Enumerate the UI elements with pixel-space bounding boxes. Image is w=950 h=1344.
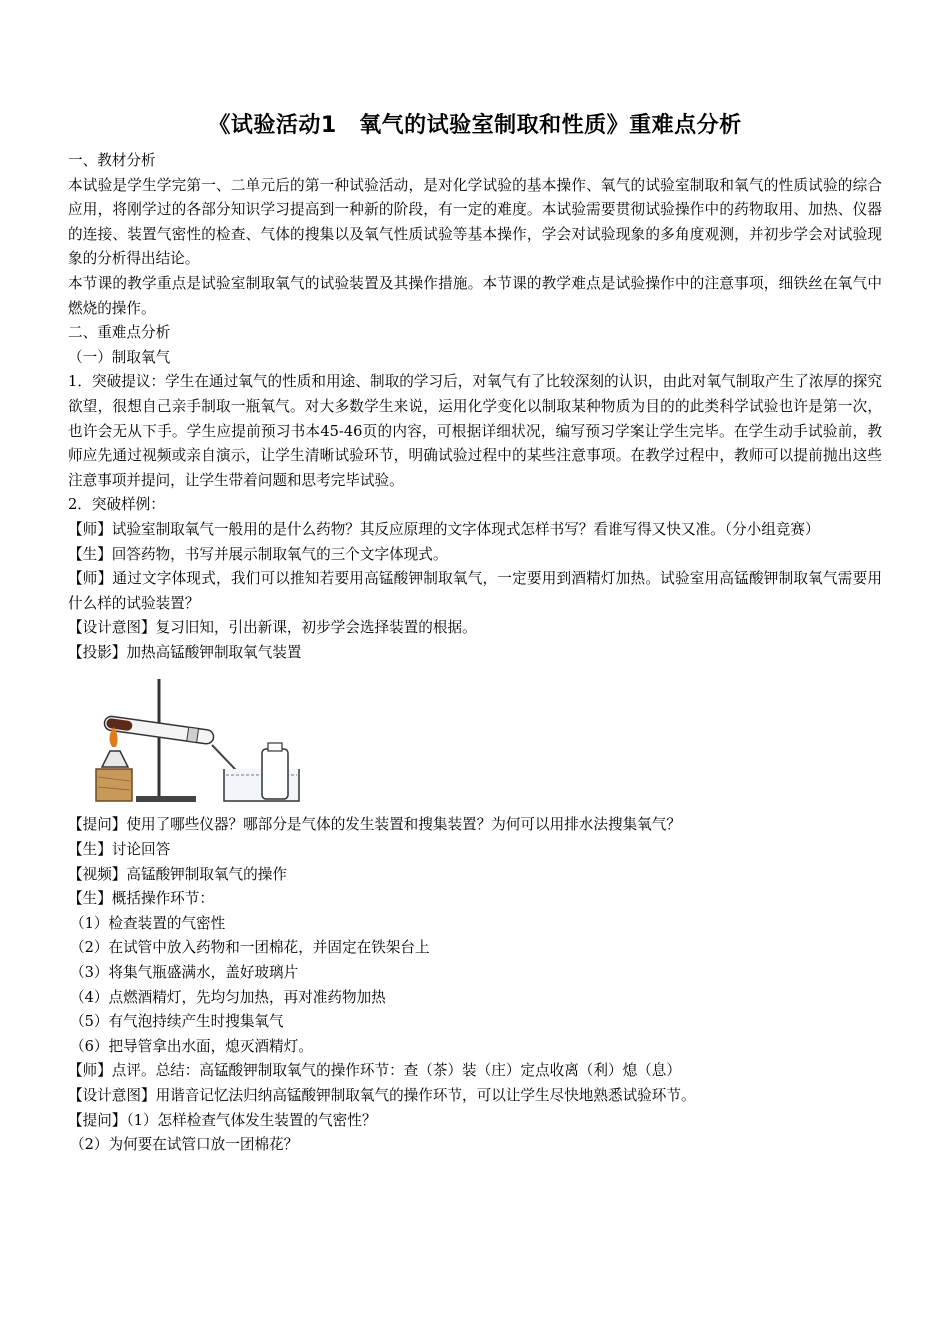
paragraph: 本节课的教学重点是试验室制取氧气的试验装置及其操作措施。本节课的教学难点是试验操作中的注意事项，细铁丝在氧气中燃烧的操作。	[68, 274, 882, 317]
alcohol-lamp	[102, 751, 128, 767]
dialogue-line: 【提问】（1）怎样检查气体发生装置的气密性？	[68, 1111, 377, 1129]
dialogue-line: 【设计意图】复习旧知，引出新课，初步学会选择装置的根据。	[68, 619, 477, 637]
stand-base	[136, 796, 196, 802]
dialogue-line: 【师】通过文字体现式，我们可以推知若要用高锰酸钾制取氧气，一定要用到酒精灯加热。试验室用高锰酸钾制取氧气需要用什么样的试验装置？	[68, 570, 882, 612]
dialogue-line: 【提问】使用了哪些仪器？哪部分是气体的发生装置和搜集装置？为何可以用排水法搜集氧气？	[68, 816, 681, 834]
wooden-block	[96, 769, 132, 801]
dialogue-line: 【生】回答药物，书写并展示制取氧气的三个文字体现式。	[68, 545, 448, 563]
apparatus-figure	[84, 669, 314, 809]
step-item: （5）有气泡持续产生时搜集氧气	[70, 1013, 284, 1031]
subsection-heading: （一）制取氧气	[68, 348, 171, 366]
document-body	[68, 149, 882, 1158]
step-item: （6）把导管拿出水面，熄灭酒精灯。	[70, 1037, 313, 1055]
dialogue-line: 【设计意图】用谐音记忆法归纳高锰酸钾制取氧气的操作环节，可以让学生尽快地熟悉试验环节。	[68, 1087, 696, 1104]
dialogue-line: 【视频】高锰酸钾制取氧气的操作	[68, 865, 287, 883]
step-item: （1）检查装置的气密性	[70, 914, 226, 932]
dialogue-line: 【师】点评。总结：高锰酸钾制取氧气的操作环节：查（茶）装（庄）定点收离（利）熄（息）	[68, 1062, 681, 1080]
section-heading-1: 一、教材分析	[68, 152, 156, 169]
step-item: （4）点燃酒精灯，先均匀加热，再对准药物加热	[70, 988, 386, 1006]
dialogue-line: 【生】概括操作环节：	[68, 890, 214, 908]
paragraph: 本试验是学生学完第一、二单元后的第一种试验活动，是对化学试验的基本操作、氧气的试验室制取和氧气的性质试验的综合应用，将刚学过的各部分知识学习提高到一种新的阶段，有一定的难度。本试验需要贯彻试验操作中的药物取用、加热、仪器的连接、装置气密性的检查、气体的搜集以及氧气性质试验等基本操作，学会对试验现象的多角度观测，并初步学会对试验现象的分析得出结论。	[68, 176, 882, 268]
gas-jar	[262, 749, 288, 799]
dialogue-line: 【生】讨论回答	[68, 841, 171, 859]
section-heading-2: 二、重难点分析	[68, 324, 171, 342]
step-item: （3）将集气瓶盛满水，盖好玻璃片	[70, 964, 299, 982]
dialogue-line: 【师】试验室制取氧气一般用的是什么药物？其反应原理的文字体现式怎样书写？看谁写得又快又准。（分小组竞赛）	[68, 520, 820, 538]
paragraph: 1．突破提议：学生在通过氧气的性质和用途、制取的学习后，对氧气有了比较深刻的认识，由此对氧气制取产生了浓厚的探究欲望，很想自己亲手制取一瓶氧气。对大多数学生来说，运用化学变化以制取某种物质为目的的此类科学试验也许是第一次，也许会无从下手。学生应提前预习书本45-46页的内容，可根据详细状况，编写预习学案让学生完毕。在学生动手试验前，教师应先通过视频或亲自演示，让学生清晰试验环节，明确试验过程中的某些注意事项。在教学过程中，教师可以提前抛出这些注意事项并提问，让学生带着问题和思考完毕试验。	[68, 373, 882, 489]
dialogue-line: （2）为何要在试管口放一团棉花？	[70, 1136, 299, 1154]
step-item: （2）在试管中放入药物和一团棉花，并固定在铁架台上	[70, 939, 430, 957]
dialogue-line: 【投影】加热高锰酸钾制取氧气装置	[68, 643, 302, 661]
page-title: 《试验活动1 氧气的试验室制取和性质》重难点分析	[208, 113, 742, 138]
paragraph: 2．突破样例：	[68, 496, 165, 514]
